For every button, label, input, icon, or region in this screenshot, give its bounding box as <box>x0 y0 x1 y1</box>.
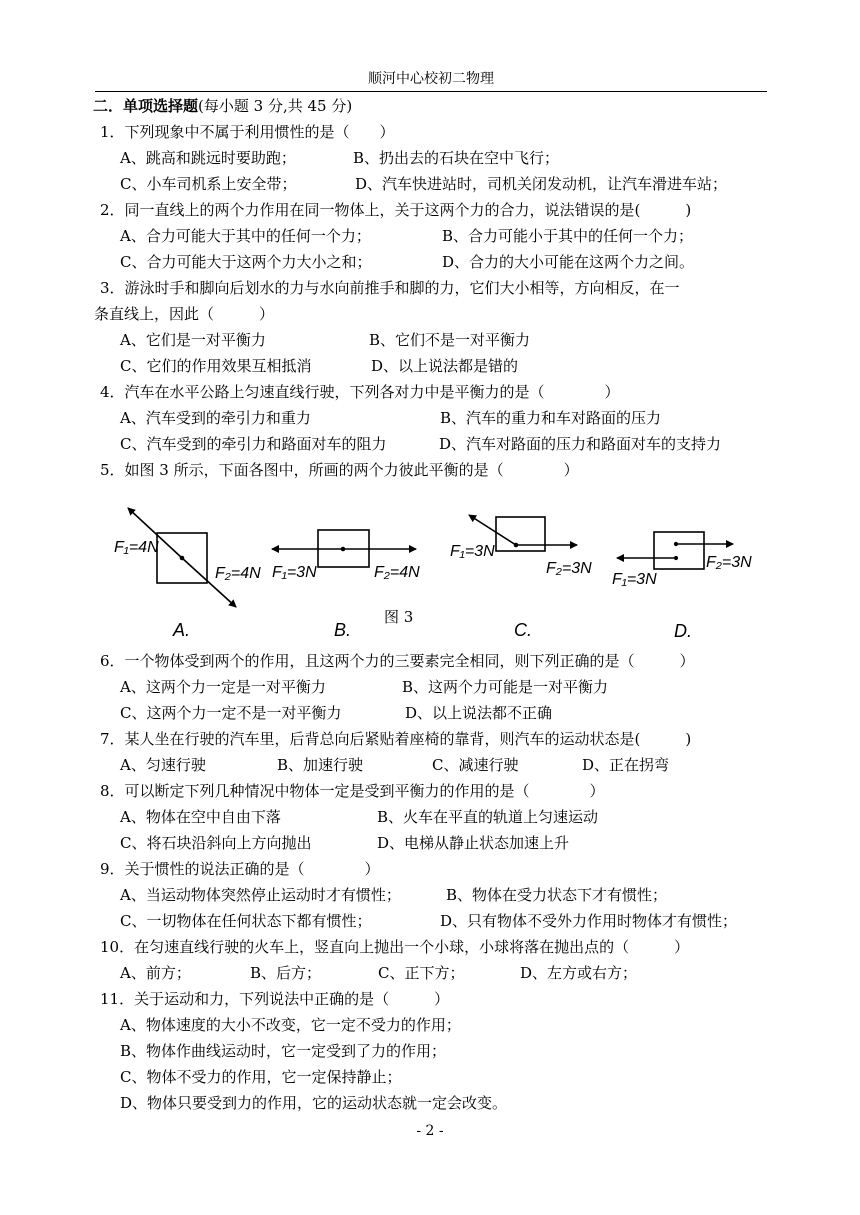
figure-c-f1-label: F₁=3N <box>450 543 495 560</box>
figure-d-f1-label: F₁=3N <box>612 571 657 588</box>
q11-option-a: A、物体速度的大小不改变，它一定不受力的作用； <box>120 1016 461 1034</box>
section-note: (每小题 3 分,共 45 分) <box>198 97 353 115</box>
q1-stem: 1．下列现象中不属于利用惯性的是（ ） <box>100 123 395 141</box>
q4-option-c: C、汽车受到的牵引力和路面对车的阻力 <box>120 435 387 453</box>
figure-a <box>114 508 261 640</box>
figure-c-box <box>496 517 545 551</box>
figure-c-center-dot <box>514 543 519 548</box>
q1-option-b: B、扔出去的石块在空中飞行； <box>353 149 560 167</box>
header-title: 顺河中心校初二物理 <box>368 71 494 87</box>
q9-option-d: D、只有物体不受外力作用时物体才有惯性； <box>440 912 738 930</box>
q4-stem: 4．汽车在水平公路上匀速直线行驶，下列各对力中是平衡力的是（ ） <box>100 383 620 401</box>
q6-option-d: D、以上说法都不正确 <box>405 704 553 722</box>
figure-d-f2-label: F₂=3N <box>706 554 752 571</box>
q6-stem: 6．一个物体受到两个的作用，且这两个力的三要素完全相同，则下列正确的是（ ） <box>100 652 695 670</box>
figure-c-letter: C. <box>514 620 532 640</box>
q7-option-b: B、加速行驶 <box>277 756 364 774</box>
figure-d-box <box>654 532 704 569</box>
figure-3 <box>0 490 860 650</box>
q8-option-c: C、将石块沿斜向上方向抛出 <box>120 834 312 852</box>
q4-option-b: B、汽车的重力和车对路面的压力 <box>440 409 662 427</box>
q1-option-d: D、汽车快进站时，司机关闭发动机，让汽车滑进车站； <box>355 175 728 193</box>
q7-option-c: C、减速行驶 <box>432 756 519 774</box>
q3-stem-line2: 条直线上，因此（ ） <box>94 305 275 323</box>
q4-option-a: A、汽车受到的牵引力和重力 <box>120 409 311 427</box>
header-rule <box>95 91 767 92</box>
q8-option-d: D、电梯从静止状态加速上升 <box>377 834 570 852</box>
figure-d <box>612 532 752 641</box>
q7-stem: 7．某人坐在行驶的汽车里，后背总向后紧贴着座椅的靠背，则汽车的运动状态是( ) <box>100 730 692 748</box>
q2-stem: 2．同一直线上的两个力作用在同一物体上，关于这两个力的合力，说法错误的是( ) <box>100 201 692 219</box>
q11-option-b: B、物体作曲线运动时，它一定受到了力的作用； <box>120 1042 447 1060</box>
q10-option-b: B、后方； <box>250 964 322 982</box>
figure-d-point-bottom <box>674 556 678 560</box>
figure-a-letter: A. <box>173 620 191 640</box>
q6-option-b: B、这两个力可能是一对平衡力 <box>402 678 609 696</box>
figure-c-f2-label: F₂=3N <box>546 560 592 577</box>
q9-option-b: B、物体在受力状态下才有惯性； <box>446 886 668 904</box>
figure-b-f2-label: F₂=4N <box>374 564 420 581</box>
figure-a-f1-label: F₁=4N <box>114 539 159 556</box>
figure-c <box>450 515 592 640</box>
q10-option-a: A、前方； <box>120 964 191 982</box>
q2-option-b: B、合力可能小于其中的任何一个力； <box>442 227 694 245</box>
figure-a-f2-label: F₂=4N <box>215 565 261 582</box>
figure-b-f1-label: F₁=3N <box>272 564 317 581</box>
figure-d-letter: D. <box>674 621 692 641</box>
q4-option-d: D、汽车对路面的压力和路面对车的支持力 <box>439 435 722 453</box>
q7-option-d: D、正在拐弯 <box>582 756 670 774</box>
q11-option-c: C、物体不受力的作用，它一定保持静止； <box>120 1068 402 1086</box>
q9-stem: 9．关于惯性的说法正确的是（ ） <box>100 860 380 878</box>
q3-stem-line1: 3．游泳时手和脚向后划水的力与水向前推手和脚的力，它们大小相等，方向相反，在一 <box>100 279 680 297</box>
q1-option-c: C、小车司机系上安全带； <box>120 175 297 193</box>
q6-option-c: C、这两个力一定不是一对平衡力 <box>120 704 342 722</box>
q5-stem: 5．如图 3 所示，下面各图中，所画的两个力彼此平衡的是（ ） <box>100 461 579 479</box>
q2-option-d: D、合力的大小可能在这两个力之间。 <box>442 253 695 271</box>
figure-caption: 图 3 <box>384 608 414 626</box>
q7-option-a: A、匀速行驶 <box>120 756 206 774</box>
section-heading: 二．单项选择题 <box>93 97 199 115</box>
section-title <box>93 96 352 116</box>
q11-stem: 11．关于运动和力，下列说法中正确的是（ ） <box>100 990 450 1008</box>
q9-option-a: A、当运动物体突然停止运动时才有惯性； <box>120 886 401 904</box>
page-number: - 2 - <box>416 1123 444 1139</box>
q9-option-c: C、一切物体在任何状态下都有惯性； <box>120 912 372 930</box>
q3-option-c: C、它们的作用效果互相抵消 <box>120 357 312 375</box>
q8-option-a: A、物体在空中自由下落 <box>120 808 281 826</box>
q8-option-b: B、火车在平直的轨道上匀速运动 <box>377 808 599 826</box>
q1-option-a: A、跳高和跳远时要助跑； <box>120 149 296 167</box>
q10-option-c: C、正下方； <box>378 964 465 982</box>
figure-a-center-dot <box>180 556 185 561</box>
q2-option-a: A、合力可能大于其中的任何一个力； <box>120 227 371 245</box>
q6-option-a: A、这两个力一定是一对平衡力 <box>120 678 326 696</box>
q3-option-a: A、它们是一对平衡力 <box>120 331 266 349</box>
figure-b-center-dot <box>341 547 346 552</box>
q3-option-b: B、它们不是一对平衡力 <box>369 331 531 349</box>
q10-option-d: D、左方或右方； <box>520 964 638 982</box>
q2-option-c: C、合力可能大于这两个力大小之和； <box>120 253 372 271</box>
figure-c-force-1-arrow <box>469 515 516 545</box>
q10-stem: 10．在匀速直线行驶的火车上，竖直向上抛出一个小球，小球将落在抛出点的（ ） <box>100 938 690 956</box>
q8-stem: 8．可以断定下列几种情况中物体一定是受到平衡力的作用的是（ ） <box>100 782 605 800</box>
q11-option-d: D、物体只要受到力的作用，它的运动状态就一定会改变。 <box>120 1094 508 1112</box>
q3-option-d: D、以上说法都是错的 <box>371 357 519 375</box>
figure-b-letter: B. <box>334 620 352 640</box>
figure-d-point-top <box>674 542 678 546</box>
